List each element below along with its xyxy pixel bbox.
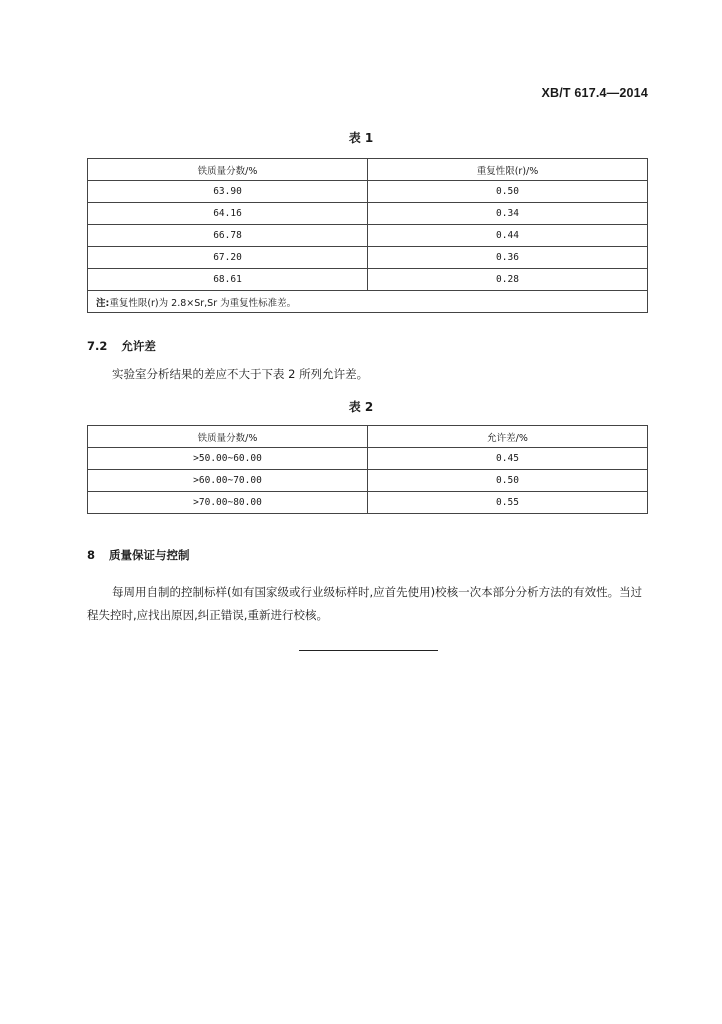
table-row (88, 470, 648, 492)
table1 (87, 158, 648, 313)
table2-header-mass-fraction: 铁质量分数/% (88, 426, 368, 448)
table2-cell: 0.45 (368, 448, 648, 470)
section-8-number: 8 (87, 548, 96, 562)
table1-caption: 表 1 (348, 131, 374, 145)
table2-cell: >50.00~60.00 (88, 448, 368, 470)
table2-caption: 表 2 (348, 400, 374, 414)
table1-cell: 0.34 (368, 203, 648, 225)
table2-header-tolerance: 允许差/% (368, 426, 648, 448)
table2-cell: 0.55 (368, 492, 648, 514)
table1-cell: 66.78 (88, 225, 368, 247)
table1-cell: 68.61 (88, 269, 368, 291)
table-row (88, 225, 648, 247)
section-7-2-title: 允许差 (121, 339, 156, 353)
section-8-heading (87, 547, 190, 563)
table-row (88, 203, 648, 225)
table1-cell: 0.50 (368, 181, 648, 203)
table1-cell: 67.20 (88, 247, 368, 269)
table1-header-row (88, 159, 648, 181)
document-code: XB/T 617.4—2014 (541, 86, 648, 100)
end-rule (299, 650, 438, 651)
table-row (88, 492, 648, 514)
table1-note-row (88, 291, 648, 313)
table1-note-prefix: 注: (96, 297, 110, 309)
table1-cell: 0.44 (368, 225, 648, 247)
table2-cell: 0.50 (368, 470, 648, 492)
table1-note-text: 重复性限(r)为 2.8×Sr,Sr 为重复性标准差。 (109, 297, 297, 309)
table1-header-mass-fraction: 铁质量分数/% (88, 159, 368, 181)
table-row (88, 269, 648, 291)
table2-cell: >70.00~80.00 (88, 492, 368, 514)
section-7-2-text: 实验室分析结果的差应不大于下表 2 所列允许差。 (112, 367, 369, 381)
table1-cell: 63.90 (88, 181, 368, 203)
table2 (87, 425, 648, 514)
section-8-text: 每周用自制的控制标样(如有国家级或行业级标样时,应首先使用)校核一次本部分分析方法的有效性。当过程失控时,应找出原因,纠正错误,重新进行校核。 (87, 585, 643, 622)
table2-header-row (88, 426, 648, 448)
table-row (88, 181, 648, 203)
table1-cell: 64.16 (88, 203, 368, 225)
table1-cell: 0.36 (368, 247, 648, 269)
section-8-title: 质量保证与控制 (109, 548, 190, 562)
table1-note (88, 291, 648, 313)
section-7-2-number: 7.2 (87, 339, 108, 353)
table1-header-repeatability: 重复性限(r)/% (368, 159, 648, 181)
table2-cell: >60.00~70.00 (88, 470, 368, 492)
section-7-2-heading (87, 338, 156, 354)
table-row (88, 247, 648, 269)
table1-cell: 0.28 (368, 269, 648, 291)
table-row (88, 448, 648, 470)
